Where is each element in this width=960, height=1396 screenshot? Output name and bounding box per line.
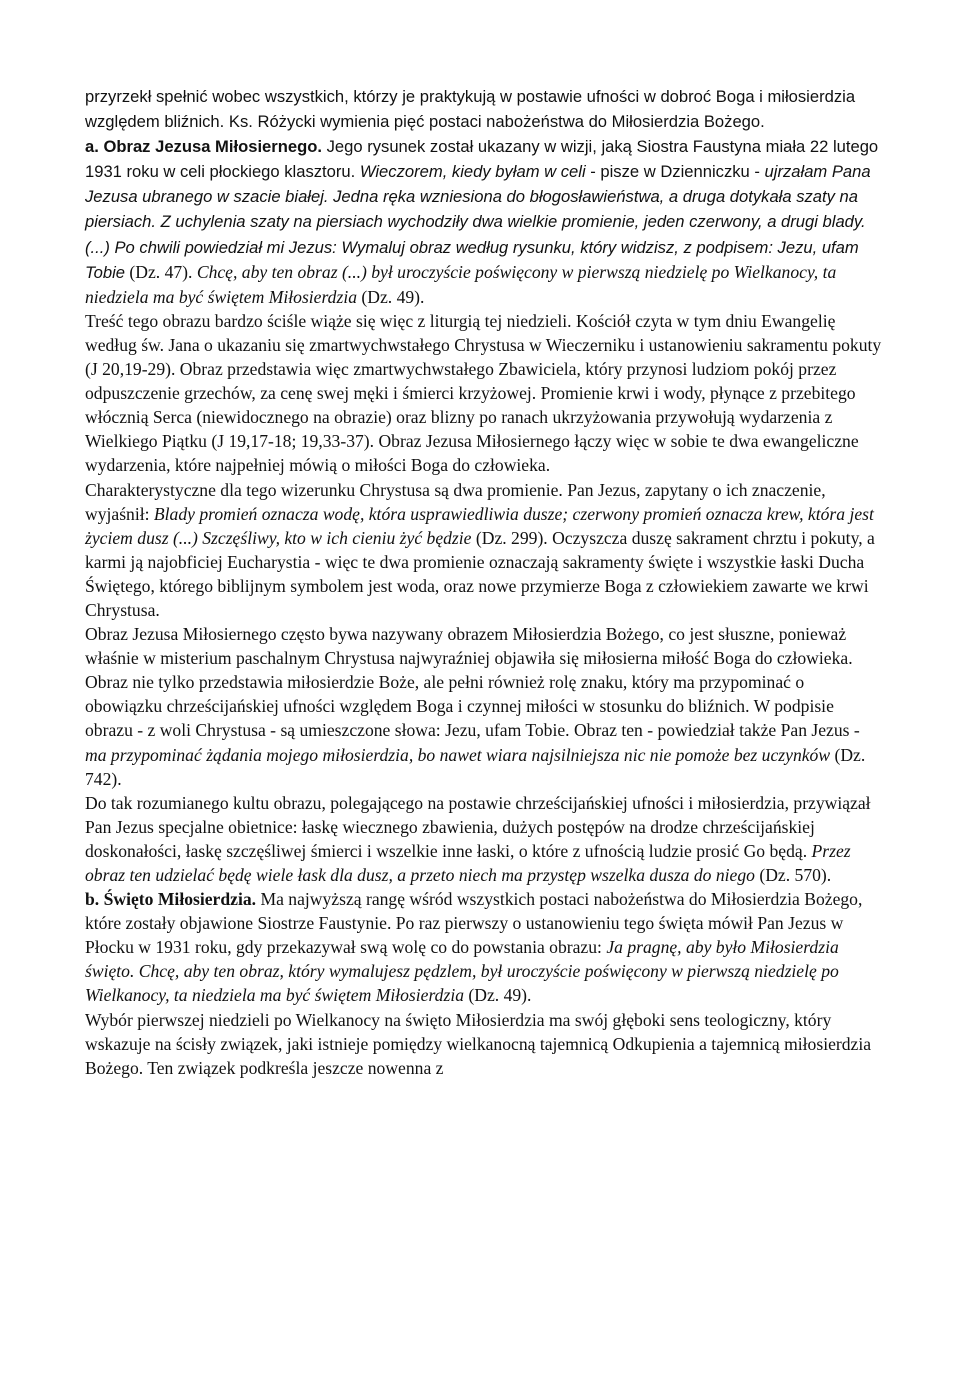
text-run: Charakterystyczne dla tego wizerunku Chrystusa są dwa promienie. Pan Jezus, zapytany o ich znaczenie, wyjaśnił: [85,479,826,524]
quote-run: Chcę, aby ten obraz (...) był uroczyście poświęcony w pierwszą niedzielę po Wielkanocy, ta niedziela ma być świętem Miłosierdzia [85,261,837,307]
quote-run: ujrzałam Pana Jezusa ubranego w szacie białej. Jedna ręka wzniesiona do błogosławieństwa, a druga dotykała szaty na piersiach. Z uchylenia szaty na piersiach wychodziły dwa wielkie promienie, jeden czerwony, a drugi blady. (...) Po chwili powiedział mi Jezus: Wymaluj obraz według rysunku, który widzisz, z podpisem: Jezu, ufam Tobie [85,162,871,282]
text-run: Obraz Jezusa Miłosiernego często bywa nazywany obrazem Miłosierdzia Bożego, co jest słuszne, ponieważ właśnie w misterium paschalnym Chrystusa najwyraźniej objawiła się miłosierna miłość Boga do człowieka. [85,624,853,669]
text-run: Jego rysunek został ukazany w wizji, jaką Siostra Faustyna miała 22 lutego 1931 roku w celi płockiego klasztoru. [85,137,879,182]
text-run: Obraz nie tylko przedstawia miłosierdzie Boże, ale pełni również rolę znaku, który ma przypominać o obowiązku chrześcijańskiej ufności względem Boga i czynnej miłości w stosunku do bliźnich. W podpisie obrazu - z woli Chrystusa - są umieszczone słowa: Jezu, ufam Tobie. Obraz ten - powiedział także Pan Jezus - [85,672,860,741]
paragraph-wybor-niedzieli [85,1008,885,1080]
text-run: (Dz. 49). [464,985,532,1006]
text-run: Ma najwyższą rangę wśród wszystkich postaci nabożeństwa do Miłosierdzia Bożego, które zostały objawione Siostrze Faustynie. Po raz pierwszy o ustanowieniu tego święta mówił Pan Jezus w Płocku w 1931 roku, gdy przekazywał swą wolę co do powstania obrazu: [85,889,863,958]
text-run: (Dz. 49). [357,286,425,307]
text-run: (Dz. 570). [754,865,832,885]
paragraph-promienie [85,478,885,623]
section-heading-swieto: b. Święto Miłosierdzia. [85,889,257,910]
quote-run: Blady promień oznacza wodę, która usprawiedliwia dusze; czerwony promień oznacza krew, która jest życiem dusz (...) Szczęśliwy, kto w ich cieniu żyć będzie [85,503,874,548]
text-run: Wybór pierwszej niedzieli po Wielkanocy na święto Miłosierdzia ma swój głęboki sens teologiczny, który wskazuje na ścisły związek, jaki istnieje pomiędzy wielkanocną tajemnicą Odkupienia a tajemnicą miłosierdzia Bożego. Ten związek podkreśla jeszcze nowenna z [85,1009,872,1078]
quote-run: Przez obraz ten udzielać będę wiele łask dla dusz, a przeto niech ma przystęp wszelka dusza do niego [85,840,851,885]
text-run: - pisze w Dzienniczku - [585,162,765,182]
paragraph-obietnice [85,791,885,887]
paragraph-obraz-jezusa [85,134,885,309]
document-page [85,84,885,1080]
text-run: Treść tego obrazu bardzo ściśle wiąże się więc z liturgią tej niedzieli. Kościół czyta w tym dniu Ewangelię według św. Jana o ukazaniu się zmartwychwstałego Chrystusa w Wieczerniku i ustanowieniu sakramentu pokuty (J 20,19-29). Obraz przedstawia więc zmartwychwstałego Zbawiciela, który przynosi ludziom pokój przez odpuszczenie grzechów, za cenę swej męki i śmierci krzyżowej. Promienie krwi i wody, płynące z przebitego włócznią Serca (niewidocznego na obrazie) oraz blizny po ranach ukrzyżowania przywołują wydarzenia z Wielkiego Piątku (J 19,17-18; 19,33-37). Obraz Jezusa Miłosiernego łączy więc w sobie te dwa ewangeliczne wydarzenia, które najpełniej mówią o miłości Boga do człowieka. [85,310,882,476]
text-run: (Dz. 47). [125,261,197,282]
text-run: Do tak rozumianego kultu obrazu, polegającego na postawie chrześcijańskiej ufności i miłosierdzia, przywiązał Pan Jezus specjalne obietnice: łaskę wiecznego zbawienia, dużych postępów na drodze chrześcijańskiej doskonałości, łaskę szczęśliwej śmierci i wszelkie inne łaski, o które z ufnością ludzie prosić Go będą. [85,792,871,861]
paragraph-swieto [85,887,885,1007]
paragraph-nazwa-obrazu [85,622,885,670]
quote-run: ma przypominać żądania mojego miłosierdzia, bo nawet wiara najsilniejsza nic nie pomoże bez uczynków [85,744,831,765]
text-run: (Dz. 299). Oczyszcza duszę sakrament chrztu i pokuty, a karmi ją najobficiej Eucharystia - więc te dwa promienie oznaczają sakramenty święte i wszystkie łaski Ducha Świętego, którego biblijnym symbolem jest woda, oraz nowe przymierze Boga z człowiekiem zawarte we krwi Chrystusa. [85,527,875,620]
paragraph-intro [85,84,885,134]
text-run: przyrzekł spełnić wobec wszystkich, którzy je praktykują w postawie ufności w dobroć Boga i miłosierdzia względem bliźnich. Ks. Różycki wymienia pięć postaci nabożeństwa do Miłosierdzia Bożego. [85,87,856,132]
paragraph-znak [85,670,885,790]
text-run: (Dz. 742). [85,744,866,789]
quote-run: Wieczorem, kiedy byłam w celi [359,162,586,182]
paragraph-tresc-obrazu [85,309,885,478]
section-heading-obraz: a. Obraz Jezusa Miłosiernego. [85,137,322,157]
quote-run: Ja pragnę, aby było Miłosierdzia święto. Chcę, aby ten obraz, który wymalujesz pędzlem, był uroczyście poświęcony w pierwszą niedzielę po Wielkanocy, ta niedziela ma być świętem Miłosierdzia [85,937,839,1006]
